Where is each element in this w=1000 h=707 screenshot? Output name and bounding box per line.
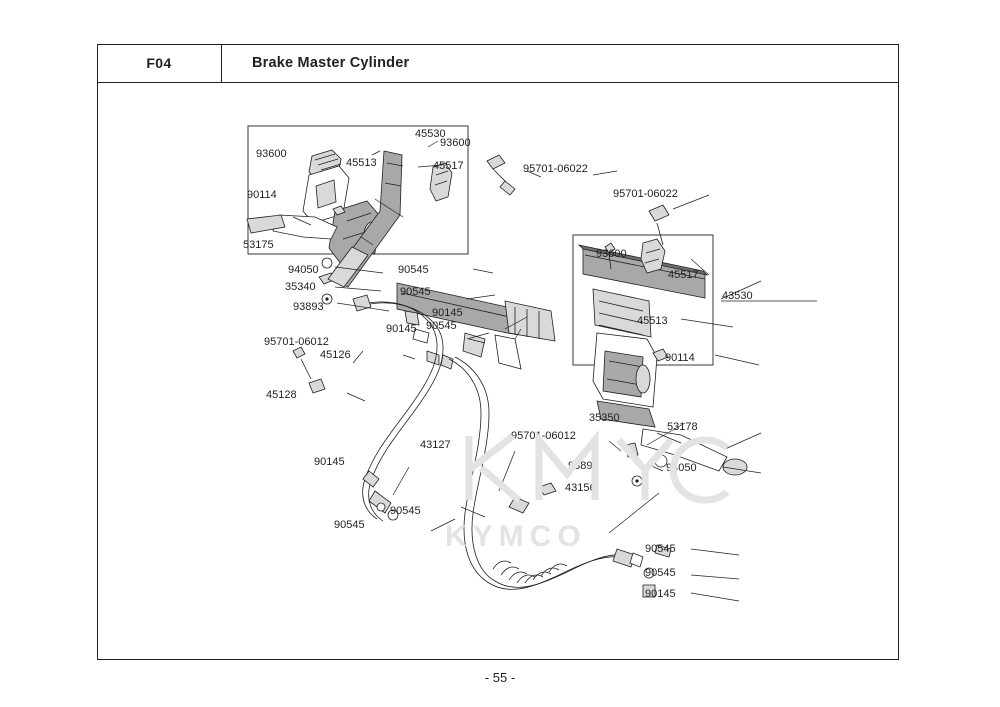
part-label: 90114 <box>247 189 277 201</box>
page-title: Brake Master Cylinder <box>252 55 410 71</box>
part-label: 45513 <box>637 315 668 327</box>
page-number: - 55 - <box>484 670 516 685</box>
part-label: 94050 <box>288 264 319 276</box>
part-label: 45530 <box>415 128 446 140</box>
part-label: 95701-06012 <box>511 430 576 442</box>
section-code: F04 <box>146 55 172 71</box>
part-label: 45126 <box>320 349 351 361</box>
part-label: 35340 <box>285 281 316 293</box>
part-label: 93600 <box>256 148 287 160</box>
part-label: 90545 <box>645 567 676 579</box>
part-label: 53178 <box>667 421 698 433</box>
part-label: 90145 <box>386 323 417 335</box>
part-label: 45517 <box>668 269 699 281</box>
part-label: 93893 <box>293 301 324 313</box>
section-code-cell <box>97 44 222 82</box>
part-label: 93600 <box>596 248 627 260</box>
part-label: 45128 <box>266 389 297 401</box>
svg-text:KYMCO: KYMCO <box>445 520 587 553</box>
diagram-svg <box>97 83 899 660</box>
part-label: 90145 <box>432 307 463 319</box>
part-label: 45517 <box>433 160 464 172</box>
title-bar <box>97 44 899 83</box>
part-label: 43530 <box>722 290 753 302</box>
part-label: 90545 <box>334 519 365 531</box>
part-label: 90145 <box>645 588 676 600</box>
part-label: 90145 <box>314 456 345 468</box>
part-label: 90545 <box>426 320 457 332</box>
part-label: 93600 <box>440 137 471 149</box>
part-label: 90545 <box>390 505 421 517</box>
part-label: 90114 <box>665 352 695 364</box>
part-label: 93893 <box>568 460 599 472</box>
exploded-diagram <box>97 83 899 660</box>
part-label: 53175 <box>243 239 274 251</box>
part-label: 35350 <box>589 412 620 424</box>
part-label: 95701-06022 <box>523 163 588 175</box>
part-label: 45513 <box>346 157 377 169</box>
part-label: 95701-06022 <box>613 188 678 200</box>
part-label: 94050 <box>666 462 697 474</box>
part-label: 90545 <box>398 264 429 276</box>
part-label: 43156 <box>565 482 596 494</box>
part-label: 95701-06012 <box>264 336 329 348</box>
part-label: 90545 <box>400 286 431 298</box>
part-label: 43127 <box>420 439 451 451</box>
part-label: 90545 <box>645 543 676 555</box>
